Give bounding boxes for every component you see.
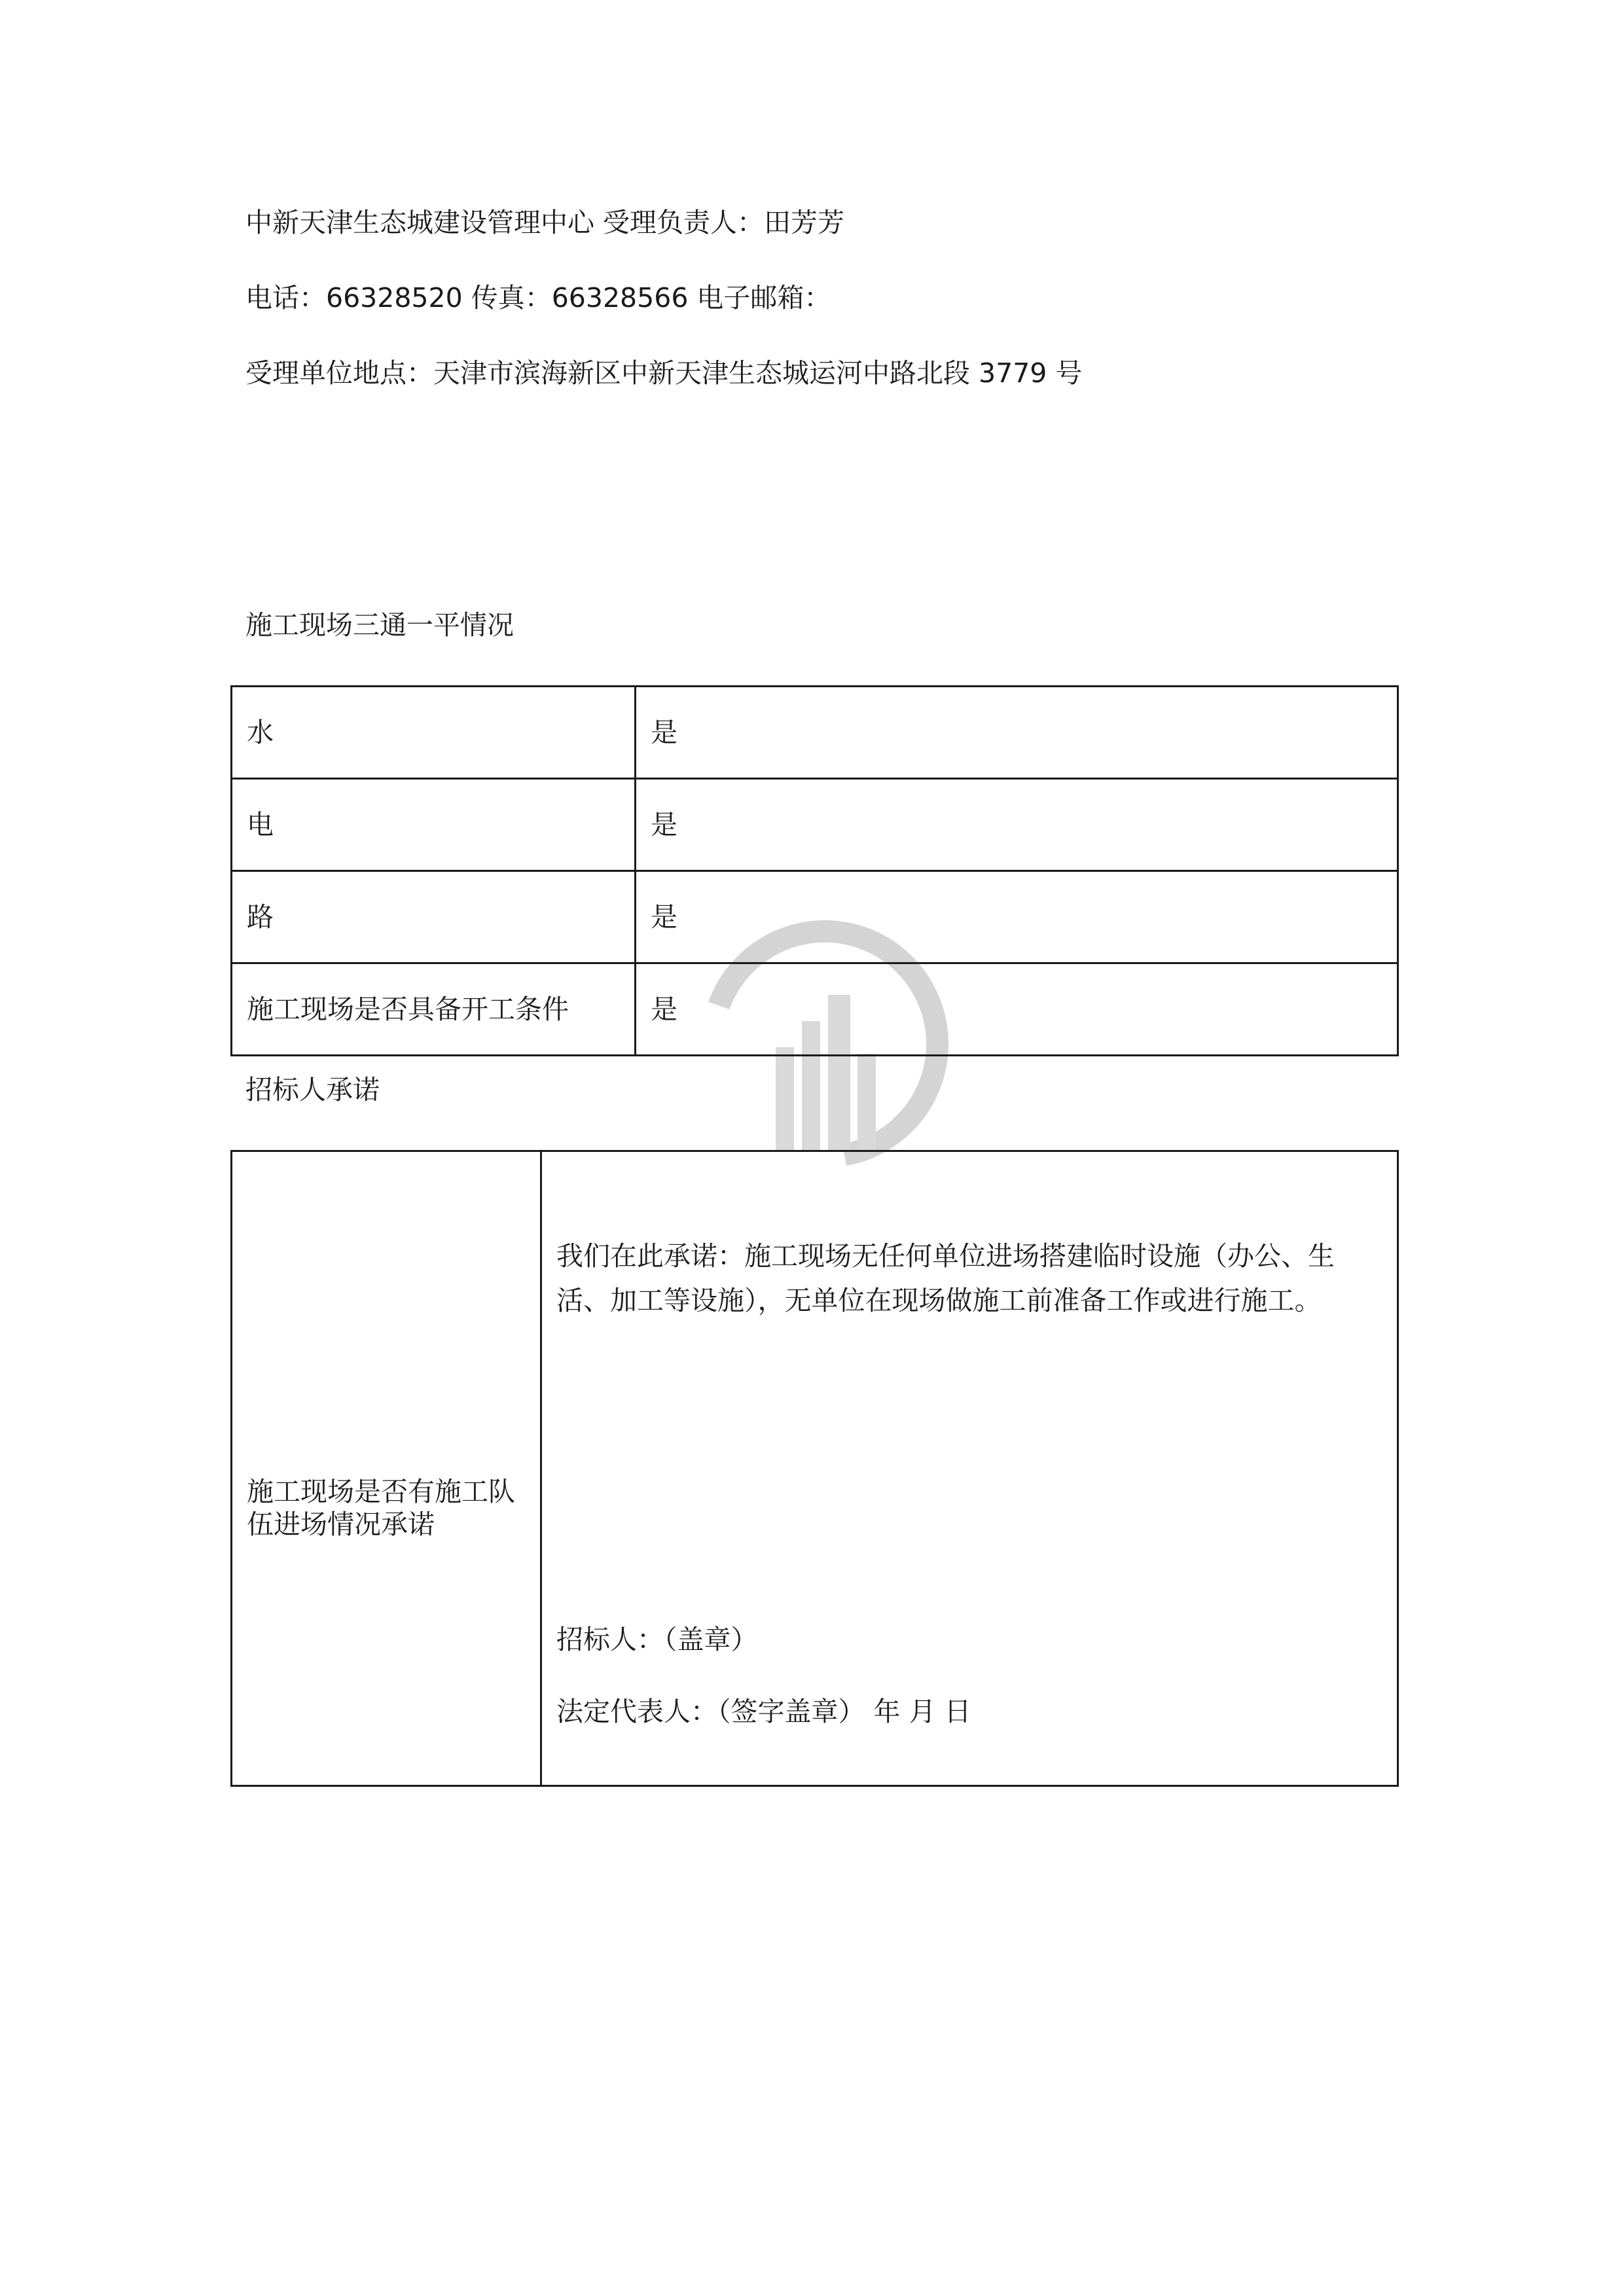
site-conditions-table <box>230 685 1399 1056</box>
signer-line: 招标人：（盖章） <box>556 1624 758 1655</box>
commitment-table <box>230 1150 1399 1787</box>
row-value: 是 <box>636 779 1398 871</box>
row-label: 施工现场是否具备开工条件 <box>232 963 636 1056</box>
row-value: 是 <box>636 963 1398 1056</box>
site-conditions-title: 施工现场三通一平情况 <box>245 609 514 641</box>
row-value: 是 <box>636 871 1398 963</box>
table-row <box>232 871 1398 963</box>
header-line-2: 电话：66328520 传真：66328566 电子邮箱： <box>245 282 831 314</box>
commitment-text: 我们在此承诺：施工现场无任何单位进场搭建临时设施（办公、生活、加工等设施），无单位在现场做施工前准备工作或进行施工。 <box>556 1240 1335 1316</box>
commitment-row-label: 施工现场是否有施工队伍进场情况承诺 <box>232 1151 541 1786</box>
legal-rep-line: 法定代表人：（签字盖章） 年 月 日 <box>556 1696 971 1727</box>
table-row <box>232 779 1398 871</box>
row-label: 电 <box>232 779 636 871</box>
row-value: 是 <box>636 687 1398 779</box>
header-line-3: 受理单位地点：天津市滨海新区中新天津生态城运河中路北段 3779 号 <box>245 357 1083 389</box>
commitment-cell <box>541 1151 1398 1786</box>
commitment-title: 招标人承诺 <box>245 1074 380 1105</box>
row-label: 水 <box>232 687 636 779</box>
row-label: 路 <box>232 871 636 963</box>
header-line-1: 中新天津生态城建设管理中心 受理负责人：田芳芳 <box>245 207 845 238</box>
table-row <box>232 963 1398 1056</box>
table-row <box>232 687 1398 779</box>
table-row <box>232 1151 1398 1786</box>
